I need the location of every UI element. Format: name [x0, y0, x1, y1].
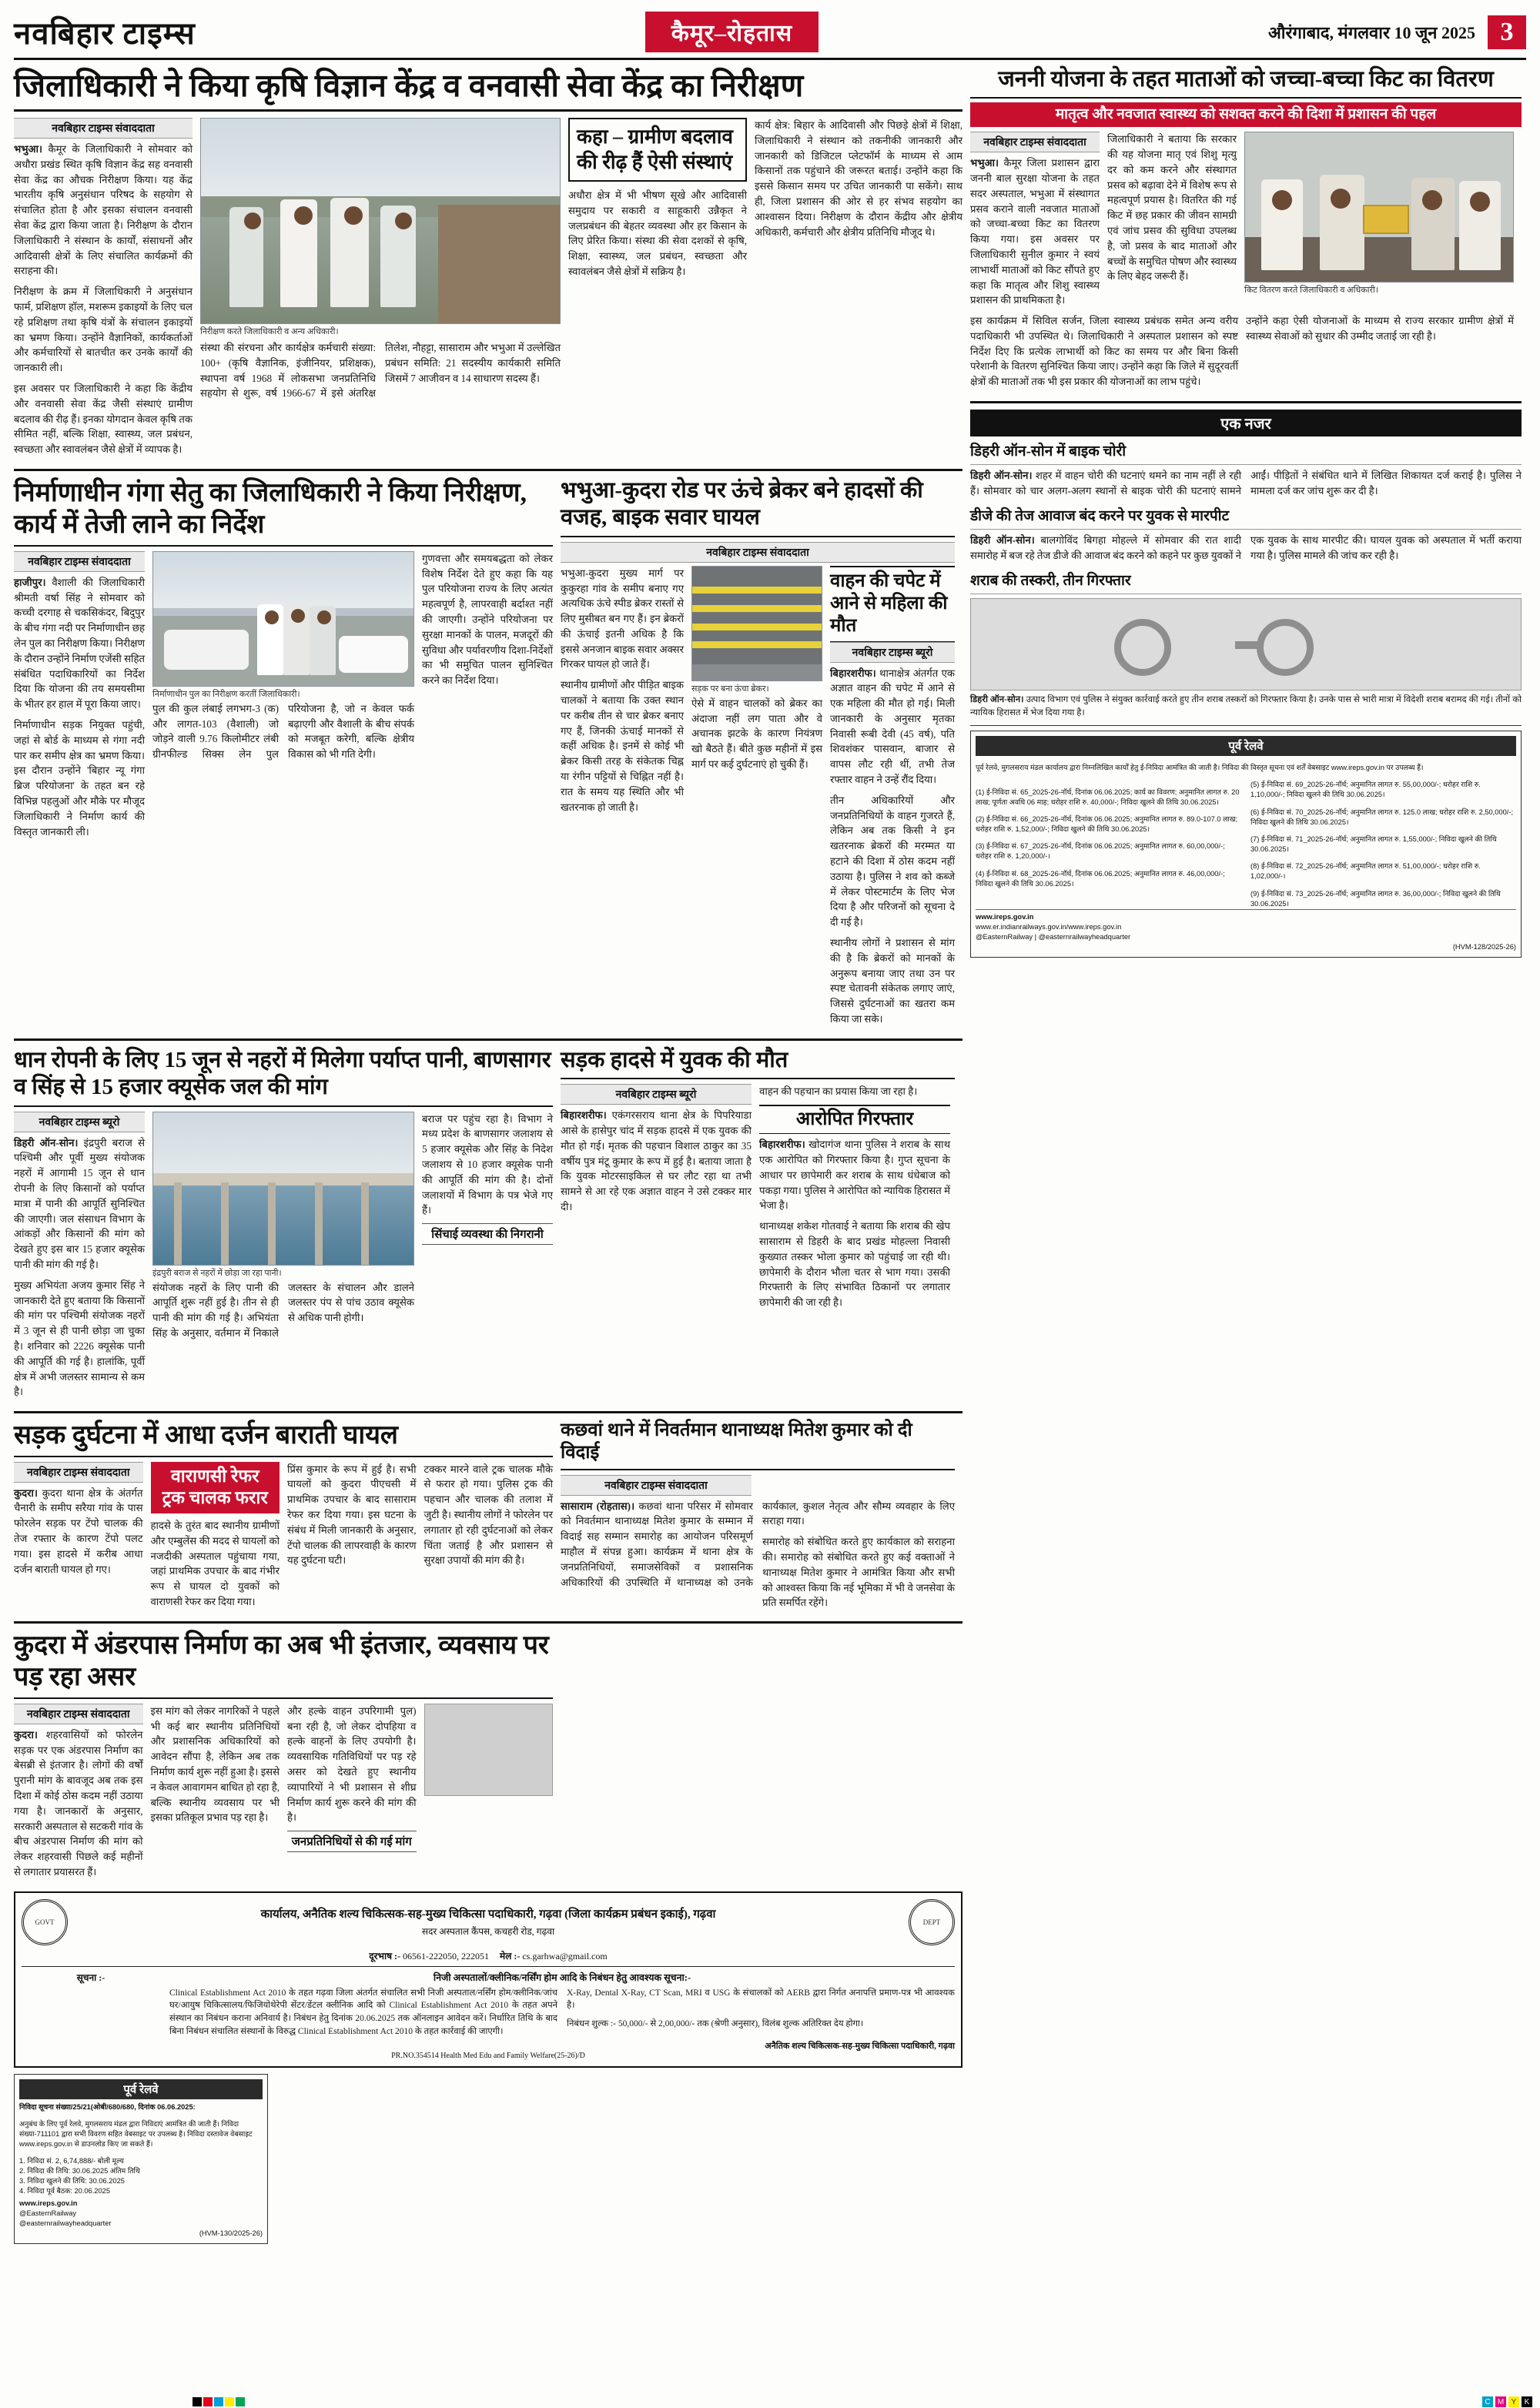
- story4-text-2: तीन अधिकारियों और जनप्रतिनिधियों के वाहन गुजरते हैं, लेकिन अब तक किसी ने इन खतरनाक ब्रेकरों की मरम्मत या हटाने की दिशा में ठोस कदम नहीं उठाया है। पुलिस ने शव को कब्जे में लेकर पोस्टमार्टम के लिए भेज दिया है और परिजनों को सूचना दे दी गई है।: [830, 794, 955, 928]
- lead-text-1: कैमूर के जिलाधिकारी ने सोमवार को अधौरा प्रखंड स्थित कृषि विज्ञान केंद्र सह वनवासी सेवा केंद्र का औचक निरीक्षण किया। यह केंद्र भारतीय कृषि अनुसंधान परिषद के सहयोग से संचालित होता है और इसका संचालन वनवासी सेवा केंद्र द्वारा किया जाता है। निरीक्षण के दौरान जिलाधिकारी ने संस्थान के कार्यों, संसाधनों और आदिवासी क्षेत्रों के लिए संचालित कार्यक्रमों की सराहना की।: [14, 143, 192, 277]
- nazar-item-2-text: उत्पाद विभाग एवं पुलिस ने संयुक्त कार्रवाई करते हुए तीन शराब तस्करों को गिरफ्तार किया है। उनके पास से भारी मात्रा में विदेशी शराब बरामद की गई। तीनों को न्यायिक हिरासत में भेज दिया गया है।: [970, 695, 1522, 717]
- health-ad-notice-label: सूचना :-: [76, 1972, 105, 1983]
- ek-nazar-section: [970, 410, 1522, 720]
- color-swatches: [192, 2397, 245, 2406]
- story2-byline: नवबिहार टाइम्स संवाददाता: [14, 551, 145, 572]
- health-ad-email-label: मेल :-: [500, 1950, 521, 1962]
- railway-ad-left-body: अनुबंध के लिए पूर्व रेलवे, मुगलसराय मंडल द्वारा निविदाएं आमंत्रित की जाती हैं। निविदा संख्या-711101 द्वारा सभी विवरण सहित वेबसाइट पर उपलब्ध है। निविदा दस्तावेज वेबसाइट www.ireps.gov.in से डाउनलोड किए जा सकते हैं।: [19, 2119, 253, 2148]
- story2-photo: [152, 551, 414, 687]
- story2-text-3: पुल की कुल लंबाई लगभग-3 (क) और लागत-103 (वैशाली) जो जोड़ने वाली 9.76 किलोमीटर लंबी ग्रीनफील्ड सिक्स लेन पुल परियोजना है, जो न केवल फर्क बढ़ाएगी और वैशाली के बीच संपर्क को मजबूत करेगी, बल्कि क्षेत्रीय विकास को भी गति देगी।: [152, 702, 414, 761]
- right-top-text-4: उन्होंने कहा ऐसी योजनाओं के माध्यम से राज्य सरकार ग्रामीण क्षेत्रों में स्वास्थ्य सेवाओं को सुधार की उम्मीद जताई जा रही है।: [1246, 315, 1514, 342]
- right-top-photo: [1244, 132, 1514, 283]
- story7-text-1: कुदरा थाना क्षेत्र के अंतर्गत चैनारी के समीप सरैया गांव के पास फोरलेन सड़क पर टेंपो चालक की तेज रफ्तार के कारण टेंपो पलट गया। इस हादसे में करीब आधा दर्जन बाराती घायल हो गए।: [14, 1487, 143, 1575]
- railway-ad-right-code: (HVM-128/2025-26): [1452, 942, 1516, 951]
- fifth-row: [14, 1630, 962, 1885]
- railway-ad-left-title: पूर्व रेलवे: [19, 2079, 263, 2099]
- story5-text-4: बराज पर पहुंच रहा है। विभाग ने मध्य प्रदेश के बाणसागर जलाशय से 5 हजार क्यूसेक और सिंह के निदेश जलाशय से 10 हजार क्यूसेक पानी की आपूर्ति की मांग की है। दोनों जलाशयों में विभाग के पत्र भेजे गए हैं।: [422, 1112, 553, 1216]
- story7-text-3: प्रिंस कुमार के रूप में हुई है। सभी घायलों को कुदरा पीएचसी में प्राथमिक उपचार के बाद सासाराम रेफर कर दिया गया। इस घटना के संबंध में मिली जानकारी के अनुसार, टेंपो चालक की लापरवाही के कारण यह दुर्घटना घटी।: [287, 1463, 417, 1567]
- railway-ad-right-item-5: (6) ई-निविदा सं. 70_2025-26-नॉर्थ; अनुमानित लागत रु. 125.0 लाख; धरोहर राशि रु. 2,50,000/-; निविदा खुलने की तिथि 30.06.2025।: [1250, 808, 1514, 826]
- story5-byline: नवबिहार टाइम्स ब्यूरो: [14, 1112, 145, 1132]
- lead-text-5: कार्य क्षेत्र: बिहार के आदिवासी और पिछड़े क्षेत्रों में शिक्षा, जिलाधिकारी ने संस्थान को तकनीकी जानकारी और जानकारी को डिजिटल प्लेटफॉर्म के माध्यम से आम किसानों तक पहुंचाने की जरूरत बताई। उन्होंने कहा कि इससे किसान समय पर उचित जानकारी पा सकेंगे। साथ ही, जिला प्रशासन की ओर से हर संभव सहयोग का आश्वासन दिया। निरीक्षण के दौरान केंद्रीय और क्षेत्रीय अधिकारी, कर्मचारी और क्षेत्रीय प्रतिनिधि मौजूद थे।: [755, 119, 962, 238]
- story9-text-2: समारोह को संबोधित करते हुए कार्यकाल को सराहना की। समारोह को संबोधित करते हुए कई वक्ताओं ने थानाध्यक्ष मितेश कुमार ने आमंत्रित किया और सभी को आश्वस्त किया कि नई भूमिका में भी वे जनसेवा के प्रति समर्पित रहेंगे।: [762, 1536, 955, 1609]
- nazar-item-0-headline: डिहरी ऑन-सोन में बाइक चोरी: [970, 436, 1522, 465]
- lead-text-3: इस अवसर पर जिलाधिकारी ने कहा कि केंद्रीय और वनवासी सेवा केंद्र जैसी संस्थाएं ग्रामीण बदलाव की रीढ़ हैं। इनका योगदान केवल कृषि तक सीमित नहीं, बल्कि शिक्षा, स्वास्थ्य, जल प्रबंधन, स्वच्छता और स्वावलंबन जैसे क्षेत्रों में व्यापक है।: [14, 382, 192, 456]
- fourth-row: [14, 1420, 962, 1615]
- story5-subhead: सिंचाई व्यवस्था की निगरानी: [422, 1223, 553, 1245]
- health-ad-subnote: X-Ray, Dental X-Ray, CT Scan, MRI व USG के संचालकों को AERB द्वारा निर्गत अनापत्ति प्रमाण-पत्र भी आवश्यक है।: [567, 1988, 955, 2011]
- health-ad-contact-label: दूरभाष :-: [369, 1950, 401, 1962]
- masthead-right: [1268, 15, 1526, 49]
- lead-story: [14, 66, 962, 463]
- railway-ad-right-handle2[interactable]: @EasternRailway | @easternrailwayheadquarter: [976, 932, 1131, 941]
- story2-text-2: निर्माणाधीन सड़क नियुक्त पहुंची, जहां से बोर्ड के माध्यम से गंगा नदी पार कर समीप क्षेत्र का भ्रमण किया। इस दौरान उन्होंने 'बिहार न्यू गंगा ब्रिज परियोजना' के तहत बन रहे विभिन्न पहलुओं और मौके पर मौजूद जिलाधिकारी ने निर्माण कार्य की विस्तृत जानकारी ली।: [14, 719, 145, 838]
- railway-ad-right-item-8: (9) ई-निविदा सं. 73_2025-26-नॉर्थ; अनुमानित लागत रु. 36,00,000/-; निविदा खुलने की तिथि 30.06.2025।: [1250, 889, 1501, 908]
- story2-dateline: हाजीपुर।: [14, 576, 46, 588]
- story5-photo-caption: इंद्रपुरी बराज से नहरों में छोड़ा जा रहा पानी।: [152, 1268, 282, 1278]
- story8-dateline: कुदरा।: [14, 1728, 38, 1741]
- right-top-text-3: इस कार्यक्रम में सिविल सर्जन, जिला स्वास्थ्य प्रबंधक समेत अन्य वरीय पदाधिकारी भी उपस्थित थे। जिलाधिकारी ने अस्पताल प्रशासन को स्पष्ट निर्देश दिए कि प्रत्येक लाभार्थी को किट का समय पर और बिना किसी परेशानी के वितरण सुनिश्चित किया जाए। उन्होंने कहा कि जिले में सुदूरवर्ती क्षेत्रों की माताओं तक भी इस प्रकार की योजनाओं का लाभ पहुंचे।: [970, 315, 1238, 388]
- story6-sub-headline: आरोपित गिरफ्तार: [759, 1105, 950, 1134]
- right-top-photo-caption: किट वितरण करते जिलाधिकारी व अधिकारी।: [1244, 286, 1379, 296]
- lead-byline: नवबिहार टाइम्स संवाददाता: [14, 118, 192, 139]
- story4-text-3: स्थानीय लोगों ने प्रशासन से मांग की है कि ब्रेकरों को मानकों के अनुरूप बनाया जाए तथा उन पर स्पष्ट चेतावनी संकेतक लगाए जाएं, जिससे दुर्घटनाओं का खतरा कम किया जा सके।: [830, 937, 955, 1025]
- story-underpass: [14, 1630, 553, 1885]
- lead-photo: [200, 118, 561, 324]
- nazar-item-0-dateline: डिहरी ऑन-सोन।: [970, 470, 1033, 482]
- nazar-item-1-headline: डीजे की तेज आवाज बंद करने पर युवक से मारपीट: [970, 501, 1522, 530]
- story9-byline: नवबिहार टाइम्स संवाददाता: [561, 1475, 752, 1496]
- lead-body-3: [755, 118, 962, 239]
- railway-ad-left-website[interactable]: www.ireps.gov.in: [19, 2199, 78, 2208]
- lead-mid-text: अधौरा क्षेत्र में भी भीषण सूखे और आदिवासी समुदाय पर सकारी व साहूकारी उन्नैकृत ने जलप्रबंधन की बेहतर व्यवस्था और हर किसान के लिए प्रेरित किया। संस्था की सेवा दशकों से कृषि, शिक्षा, स्वास्थ्य, जल प्रबंधन, स्वच्छता और स्वावलंबन जैसे क्षेत्रों में सक्रिय है।: [568, 189, 747, 277]
- right-top-text-2: जिलाधिकारी ने बताया कि सरकार की यह योजना मातृ एवं शिशु मृत्यु दर को कम करने और संस्थागत प्रसव को बढ़ावा देने में विशेष रूप से महत्वपूर्ण प्रयास है। वितरित की गई किट में छह प्रकार की जीवन सामग्री एवं जांच प्रसव की सुविधा उपलब्ध है, जो प्रसव के बाद माताओं और बच्चों के समुचित पोषण और स्वास्थ्य के लिए बेहद जरूरी हैं।: [1107, 133, 1237, 283]
- masthead: [14, 11, 1526, 60]
- railway-ad-left-line-1: 2. निविदा की तिथि: 30.06.2025 अंतिम तिथि: [19, 2167, 140, 2176]
- story5-headline: धान रोपनी के लिए 15 जून से नहरों में मिलेगा पर्याप्त पानी, बाणसागर व सिंह से 15 हजार क्यूसेक जल की मांग: [14, 1047, 553, 1107]
- story3-text-1: भभुआ-कुदरा मुख्य मार्ग पर कुकुरहा गांव के समीप बनाए गए अत्यधिक ऊंचे स्पीड ब्रेकर रास्तों से लिए मुसीबत बन गए हैं। इन ब्रेकरों की ऊंचाई इतनी अधिक है कि इससे अनजान बाइक सवार अक्सर गिरकर घायल हो जाते हैं।: [561, 567, 684, 671]
- story-janani-yojana: [970, 66, 1522, 395]
- railway-ad-right-item-2: (3) ई-निविदा सं. 67_2025-26-नॉर्थ, दिनांक 06.06.2025; अनुमानित लागत रु. 60,00,000/-; धरोहर राशि रु. 1,20,000/-।: [976, 842, 1225, 861]
- story7-redbar: वाराणसी रेफर ट्रक चालक फरार: [151, 1462, 280, 1514]
- lead-text-4: संस्था की संरचना और कार्यक्षेत्र कर्मचारी संख्या: 100+ (कृषि वैज्ञानिक, इंजीनियर, प्रशिक्षक), स्थापना वर्ष 1968 में लोकसभा जनप्रतिनिधि सहयोग से शुरू, वर्ष 1966-67 में इसे अंतरिक्ष तिलेश, नौहट्टा, सासाराम और भभुआ में उल्लेखित प्रबंधन समिति: 21 सदस्यीय कार्यकारी समिति जिसमें 7 आजीवन व 14 साधारण सदस्य हैं।: [200, 342, 561, 400]
- right-top-headline: जननी योजना के तहत माताओं को जच्चा-बच्चा किट का वितरण: [970, 66, 1522, 99]
- railway-ad-left-handle[interactable]: @EasternRailway: [19, 2209, 77, 2218]
- story9-dateline: सासाराम (रोहतास)।: [561, 1500, 635, 1512]
- story4-headline: वाहन की चपेट में आने से महिला की मौत: [830, 566, 955, 642]
- lead-body-2: [200, 340, 561, 401]
- story7-byline: नवबिहार टाइम्स संवाददाता: [14, 1462, 143, 1483]
- railway-ad-right-item-0: (1) ई-निविदा सं. 65_2025-26-नॉर्थ, दिनांक 06.06.2025; कार्य का विवरण; अनुमानित लागत रु. 20 लाख; पूर्णता अवधि 06 माह; धरोहर राशि रु. 40,000/-; निविदा खुलने की तिथि 30.06.2025।: [976, 788, 1240, 806]
- story2-photo-caption: निर्माणाधीन पुल का निरीक्षण करतीं जिलाधिकारी।: [152, 689, 300, 699]
- railway-ad-right-item-6: (7) ई-निविदा सं. 71_2025-26-नॉर्थ; अनुमानित लागत रु. 1,55,000/-; निविदा खुलने की तिथि 30.06.2025।: [1250, 834, 1497, 853]
- railway-ad-left-code: (HVM-130/2025-26): [199, 2229, 263, 2238]
- health-ad-email: cs.garhwa@gmail.com: [522, 1950, 608, 1962]
- railway-ad-right-item-1: (2) ई-निविदा सं. 66_2025-26-नॉर्थ, दिनांक 06.06.2025; अनुमानित लागत रु. 89.0-107.0 लाख; धरोहर राशि रु. 1,52,000/-; निविदा खुलने की तिथि 30.06.2025।: [976, 814, 1238, 833]
- health-ad-fee-note: निबंधन शुल्क :- 50,000/- से 2,00,000/- तक (श्रेणी अनुसार), विलंब शुल्क अतिरिक्त देय होगा।: [567, 2019, 864, 2029]
- page-content: [14, 66, 1526, 2244]
- handcuff-photo: [970, 598, 1522, 691]
- right-top-dateline: भभुआ।: [970, 157, 999, 169]
- railway-ad-left-line-3: 4. निविदा पूर्व बैठक: 20.06.2025: [19, 2187, 110, 2196]
- cmyk-marks: C M Y K: [1482, 2396, 1532, 2407]
- health-ad-signature: अनैतिक शल्य चिकित्सक-सह-मुख्य चिकित्सा पदाधिकारी, गढ़वा: [765, 2041, 955, 2051]
- story8-byline: नवबिहार टाइम्स संवाददाता: [14, 1704, 143, 1724]
- story5-dateline: डिहरी ऑन-सोन।: [14, 1136, 79, 1149]
- story-ganga-setu: [14, 477, 553, 1032]
- lead-body-1: [14, 142, 192, 457]
- story7-text-2: हादसे के तुरंत बाद स्थानीय ग्रामीणों और एम्बुलेंस की मदद से घायलों को नजदीकी अस्पताल पहुंचाया गया, जहां प्राथमिक उपचार के बाद गंभीर रूप से घायल दो युवकों को वाराणसी रेफर कर दिया गया।: [150, 1520, 280, 1608]
- story8-filler-image: [424, 1704, 554, 1796]
- railway-ad-right-item-3: (4) ई-निविदा सं. 68_2025-26-नॉर्थ, दिनांक 06.06.2025; अनुमानित लागत रु. 46,00,000/-; निविदा खुलने की तिथि 30.06.2025।: [976, 869, 1225, 888]
- railway-ad-left: [14, 2074, 268, 2245]
- nazar-item-0-text: शहर में वाहन चोरी की घटनाएं थमने का नाम नहीं ले रही हैं। सोमवार को चार अलग-अलग स्थानों से बाइक चोरी की घटनाएं सामने आईं। पीड़ितों ने संबंधित थाने में लिखित शिकायत दर्ज कराई है। पुलिस ने मामला दर्ज कर जांच शुरू कर दी है।: [970, 470, 1522, 497]
- story-breaker: [561, 477, 955, 1032]
- railway-ad-right-website[interactable]: www.ireps.gov.in: [976, 912, 1034, 921]
- railway-ad-left-line-0: 1. निविदा सं. 2, 6,74,888/- बोली मूल्य: [19, 2157, 124, 2166]
- lead-dateline-word: भभुआ।: [14, 143, 43, 156]
- lead-callout: कहा – ग्रामीण बदलाव की रीढ़ हैं ऐसी संस्थाएं: [568, 118, 747, 182]
- story-road-death: [561, 1047, 955, 1405]
- main-column: [14, 66, 962, 2244]
- story7-headline: सड़क दुर्घटना में आधा दर्जन बाराती घायल: [14, 1420, 553, 1457]
- nazar-item-2-dateline: डिहरी ऑन-सोन।: [970, 695, 1024, 705]
- story6-text-2: वाहन की पहचान का प्रयास किया जा रहा है।: [759, 1085, 918, 1098]
- nazar-item-1-text: बालगोविंद बिगहा मोहल्ले में सोमवार की रात शादी समारोह में बज रहे तेज डीजे की आवाज बंद करने को कहने पर कुछ युवकों ने एक युवक के साथ मारपीट की। घायल युवक को अस्पताल में भर्ती कराया गया है। पुलिस मामले की जांच कर रही है।: [970, 534, 1522, 561]
- lead-text-2: निरीक्षण के क्रम में जिलाधिकारी ने अनुसंधान फार्म, प्रशिक्षण हॉल, मशरूम इकाइयों के लिए चल रहे प्रशिक्षण तथा कृषि यंत्रों के संचालन इकाइयों का भ्रमण किया। उन्होंने वैज्ञानिकों, कार्यकर्ताओं और कर्मचारियों से बातचीत कर उनके कार्यों की जानकारी ली।: [14, 286, 192, 374]
- story5-photo: [152, 1112, 414, 1266]
- story8-text-1: शहरवासियों को फोरलेन सड़क पर एक अंडरपास निर्माण का बेसब्री से इंतजार है। लोगों की वर्षों पुरानी मांग के बावजूद अब तक इस दिशा में कोई ठोस कदम नहीं उठाया गया है। जानकारों के अनुसार, सरकारी अस्पताल से सटकरी गांव के बीच अंडरपास निर्माण की मांग को लेकर शहरवासी पिछले कई महीनों से लगातार प्रयासरत हैं।: [14, 1728, 143, 1878]
- govt-seal-right-icon: DEPT: [909, 1899, 955, 1945]
- story6-sub-dateline: बिहारशरीफ।: [759, 1139, 805, 1151]
- story3-text-2: स्थानीय ग्रामीणों और पीड़ित बाइक चालकों ने बताया कि उक्त स्थान पर करीब तीन से चार ब्रेकर बनाए गए हैं, जिनकी ऊंचाई मानकों से कहीं अधिक है। इनमें से कोई भी ब्रेकर किसी तरह के संकेतक चिह्न या रंगीन पट्टियों से चिह्नित नहीं है। रात के समय यह स्थिति और भी खतरनाक हो जाती है।: [561, 679, 684, 813]
- railway-ad-right-intro: पूर्व रेलवे, मुगलसराय मंडल कार्यालय द्वारा निम्नलिखित कार्यों हेतु ई-निविदा आमंत्रित की जाती है। निविदा की विस्तृत सूचना एवं शर्तें वेबसाइट www.ireps.gov.in पर उपलब्ध हैं।: [976, 763, 1424, 771]
- story6-sub-text: खोदागंज थाना पुलिस ने शराब के साथ एक आरोपित को गिरफ्तार किया है। गुप्त सूचना के आधार पर छापेमारी कर शराब के साथ धंधेबाज को पकड़ा गया। पुलिस ने आरोपित को न्यायिक हिरासत में भेजा है।: [759, 1139, 950, 1212]
- railway-ad-right-title: पूर्व रेलवे: [976, 736, 1516, 756]
- railway-ad-right-handle[interactable]: www.er.indianrailways.gov.in/www.ireps.gov.in: [976, 922, 1122, 931]
- page-number: 3: [1488, 15, 1526, 49]
- nazar-item-2-headline: शराब की तस्करी, तीन गिरफ्तार: [970, 566, 1522, 594]
- ek-nazar-title: एक नजर: [970, 410, 1522, 436]
- region-tag: कैमूर–रोहतास: [645, 12, 819, 52]
- right-column: [970, 66, 1522, 2244]
- health-ad-subtitle: सदर अस्पताल कैंपस, कचहरी रोड, गढ़वा: [421, 1925, 555, 1937]
- railway-ad-left-ref: निविदा सूचना संख्या/25/21(ओबी/680/680, दिनांक 06.06.2025:: [19, 2102, 196, 2111]
- story2-text-4: गुणवत्ता और समयबद्धता को लेकर विशेष निर्देश देते हुए कहा कि यह पुल परियोजना राज्य के लिए अत्यंत महत्वपूर्ण है, लापरवाही बर्दाश्त नहीं की जाएगी। उन्होंने परियोजना पर सुरक्षा मानकों के पालन, मजदूरों की सुविधा और पर्यावरणीय दिशा-निर्देशों का भी समुचित पालन सुनिश्चित करने का निर्देश दिया।: [422, 552, 553, 687]
- health-ad-pr-number: PR.NO.354514 Health Med Edu and Family Welfare(25-26)/D: [391, 2051, 585, 2060]
- nazar-item-1-dateline: डिहरी ऑन-सोन।: [970, 534, 1035, 547]
- story2-text-1: वैशाली की जिलाधिकारी श्रीमती वर्षा सिंह ने सोमवार को कच्ची दरगाह से चकसिकंदर, बिदुपुर के बीच गंगा नदी पर निर्माणाधीन छह लेन पुल का निरीक्षण किया। निरीक्षण के दौरान उन्होंने निर्माण एजेंसी सहित संबंधित पदाधिकारियों का निर्देश दिया कि योजना की तय समयसीमा के भीतर हर हाल में पूरा किया जाए।: [14, 576, 145, 711]
- story5-text-3: संयोजक नहरों के लिए पानी की आपूर्ति शुरू नहीं हुई है। तीन से ही पानी की मांग की गई है। अभियंता सिंह के अनुसार, वर्तमान में निकाले जलस्तर के संचालन और डालने जलस्तर पंप से पांच उठाव क्यूसेक से अधिक पानी होगी।: [152, 1281, 414, 1339]
- lead-photo-caption: निरीक्षण करते जिलाधिकारी व अन्य अधिकारी।: [200, 327, 339, 337]
- story8-text-3: और हल्के वाहन उपरिगामी पुल) बना रही है, जो लेकर दोपहिया व हल्के वाहनों के लिए उपयोगी है। व्यवसायिक गतिविधियों पर पड़ रहे असर को देखते हुए स्थानीय व्यापारियों ने भी प्रशासन से शीघ्र निर्माण कार्य शुरू करने की मांग की है।: [287, 1704, 417, 1824]
- second-row: [14, 477, 962, 1032]
- story9-headline: कछवां थाने में निवर्तमान थानाध्यक्ष मितेश कुमार को दी विदाई: [561, 1420, 955, 1470]
- story4-dateline: बिहारशरीफ।: [830, 667, 876, 679]
- right-top-text-1: कैमूर जिला प्रशासन द्वारा जननी बाल सुरक्षा योजना के तहत सदर अस्पताल, भभुआ में संस्थागत प्रसव कराने वाली नवजात माताओं को जच्चा-बच्चा किट का वितरण किया गया। इस अवसर पर जिलाधिकारी सुनील कुमार ने स्वयं लाभार्थी माताओं को किट सौंपते हुए कहा कि मातृत्व और शिशु स्वास्थ्य प्रशासन की प्राथमिकता है।: [970, 157, 1100, 306]
- railway-ad-left-handle2[interactable]: @easternrailwayheadquarter: [19, 2219, 112, 2228]
- story3-headline: भभुआ-कुदरा रोड पर ऊंचे ब्रेकर बने हादसों की वजह, बाइक सवार घायल: [561, 477, 955, 537]
- third-row: [14, 1047, 962, 1405]
- story7-dateline: कुदरा।: [14, 1487, 38, 1499]
- story6-text-1: एकंगरसराय थाना क्षेत्र के पिपरियाडा आसे के हासेपुर चांद में सड़क हादसे में एक युवक की मौत हो गई। मृतक की पहचान विशाल ठाकुर का 35 वर्षीय पुत्र मंटू कुमार के रूप में हुई है। बताया जाता है कि युवक मोटरसाइकिल से घर लौट रहा था तभी सामने से आ रहे एक अज्ञात वाहन ने उसे टक्कर मार दी।: [561, 1109, 752, 1212]
- lead-headline: जिलाधिकारी ने किया कृषि विज्ञान केंद्र व वनवासी सेवा केंद्र का निरीक्षण: [14, 66, 962, 112]
- story5-text-2: मुख्य अभियंता अजय कुमार सिंह ने जानकारी देते हुए बताया कि किसानों की मांग पर पश्चिमी संयोजक नहरों में 3 जून से ही पानी छोड़ा जा चुका है। शनिवार को 2226 क्यूसेक पानी की आपूर्ति की गई है। हालांकि, पूर्वी क्षेत्र में अभी जलस्तर सामान्य से कम है।: [14, 1279, 145, 1398]
- story9-text-1: कछवां थाना परिसर में सोमवार को निवर्तमान थानाध्यक्ष मितेश कुमार के सम्मान में विदाई सह सम्मान समारोह का आयोजन परिसमूर्ण माहौल में संपन्न हुआ। कार्यक्रम में थाना क्षेत्र के जनप्रतिनिधियों, समाजसेविकों व प्रशासनिक अधिकारियों की उपस्थिति में थानाध्यक्ष को उनके कार्यकाल, कुशल नेतृत्व और सौम्य व्यवहार के लिए सराहा गया।: [561, 1500, 955, 1588]
- railway-ad-right-item-4: (5) ई-निविदा सं. 69_2025-26-नॉर्थ; अनुमानित लागत रु. 55,00,000/-; धरोहर राशि रु. 1,10,000/-; निविदा खुलने की तिथि 30.06.2025।: [1250, 781, 1481, 799]
- health-department-ad: [14, 1891, 962, 2068]
- railway-ad-left-line-2: 3. निविदा खुलने की तिथि: 30.06.2025: [19, 2177, 125, 2186]
- dateline: औरंगाबाद, मंगलवार 10 जून 2025: [1268, 22, 1475, 42]
- story-barati: [14, 1420, 553, 1615]
- story6-text-3: थानाध्यक्ष शकेश गोतवाई ने बताया कि शराब की खेप सासाराम से डिहरी के बाद प्रखंड मोहल्ला निवासी कुख्यात तस्कर भोला कुमार को पहुंचाई जा रही थी। छापेमारी के दौरान भौला चतर से भाग गया। उसकी गिरफ्तारी के लिए संभावित ठिकानों पर लगातार छापेमारी की जा रही है।: [759, 1220, 950, 1309]
- health-ad-notice-title: निजी अस्पतालों/क्लीनिक/नर्सिंग होम आदि के निबंधन हेतु आवश्यक सूचना:-: [433, 1972, 691, 1983]
- story3-text-3: ऐसे में वाहन चालकों को ब्रेकर का अंदाजा नहीं लग पाता और वे अचानक झटके के कारण नियंत्रण खो बैठते हैं। बीते कुछ महीनों में इस मार्ग पर कई दुर्घटनाएं हो चुकी हैं।: [691, 697, 822, 770]
- story6-byline: नवबिहार टाइम्स ब्यूरो: [561, 1084, 752, 1105]
- health-ad-contact: 06561-222050, 222051: [403, 1950, 490, 1962]
- story7-text-4: टक्कर मारने वाले ट्रक चालक मौके से फरार हो गया। पुलिस ट्रक की पहचान और चालक की तलाश में जुटी है। स्थानीय लोगों ने फोरलेन पर लगातार हो रही दुर्घटनाओं को लेकर चिंता जताई है और प्रशासन से सुरक्षा उपायों की मांग की है।: [424, 1463, 553, 1567]
- railway-ad-right-item-7: (8) ई-निविदा सं. 72_2025-26-नॉर्थ; अनुमानित लागत रु. 51,00,000/-; धरोहर राशि रु. 1,02,000/-।: [1250, 862, 1481, 881]
- story8-headline: कुदरा में अंडरपास निर्माण का अब भी इंतजार, व्यवसाय पर पड़ रहा असर: [14, 1630, 553, 1699]
- story-kachhwan: [561, 1420, 955, 1615]
- story3-byline: नवबिहार टाइम्स संवाददाता: [561, 542, 955, 563]
- railway-ad-right: [970, 731, 1522, 958]
- story3-photo: [691, 566, 822, 681]
- story2-headline: निर्माणाधीन गंगा सेतु का जिलाधिकारी ने किया निरीक्षण, कार्य में तेजी लाने का निर्देश: [14, 477, 553, 547]
- right-top-byline: नवबिहार टाइम्स संवाददाता: [970, 132, 1100, 152]
- govt-seal-left-icon: GOVT: [22, 1899, 68, 1945]
- right-top-redbar: मातृत्व और नवजात स्वास्थ्य को सशक्त करने की दिशा में प्रशासन की पहल: [970, 102, 1522, 127]
- health-ad-title: कार्यालय, अनैतिक शल्य चिकित्सक-सह-मुख्य चिकित्सा पदाधिकारी, गढ़वा (जिला कार्यक्रम प्रबंधन इकाई), गढ़वा: [260, 1908, 716, 1921]
- print-registration-bar: [0, 2396, 1540, 2408]
- story6-dateline: बिहारशरीफ।: [561, 1109, 607, 1122]
- story6-headline: सड़क हादसे में युवक की मौत: [561, 1047, 955, 1079]
- story4-byline: नवबिहार टाइम्स ब्यूरो: [830, 642, 955, 663]
- story8-text-2: इस मांग को लेकर नागरिकों ने पहले भी कई बार स्थानीय प्रतिनिधियों और प्रशासनिक अधिकारियों को आवेदन सौंपा है, लेकिन अब तक निर्माण कार्य शुरू नहीं हुआ है। इससे न केवल आवागमन बाधित हो रहा है, बल्कि स्थानीय व्यवसाय पर भी इसका प्रतिकूल प्रभाव पड़ रहा है।: [150, 1704, 280, 1824]
- story3-photo-caption: सड़क पर बना ऊंचा ब्रेकर।: [691, 684, 769, 694]
- newspaper-title: नवबिहार टाइम्स: [14, 16, 196, 51]
- health-ad-body: Clinical Establishment Act 2010 के तहत गढ़वा जिला अंतर्गत संचालित सभी निजी अस्पताल/नर्सिंग होम/क्लीनिक/जांच घर/आयुष चिकित्सालय/फिजियोथेरेपी सेंटर/डेंटल क्लीनिक आदि को Clinical Establishment Act 2010 के तहत अपने संस्थान का निबंधन कराना अनिवार्य है। निबंधन हेतु दिनांक 20.06.2025 तक ऑनलाइन आवेदन करें। निर्धारित तिथि के बाद बिना निबंधन संचालित संस्थानों के विरुद्ध Clinical Establishment Act 2010 के तहत कार्रवाई की जाएगी।: [169, 1988, 557, 2036]
- story5-text-1: इंद्रपुरी बराज से पश्चिमी और पूर्वी मुख्य संयोजक नहरों में आगामी 15 जून से धान रोपनी के लिए किसानों को पर्याप्त मात्रा में पानी की आपूर्ति सुनिश्चित की जाएगी। जल संसाधन विभाग के आंकड़ों और किसानों की मांग को देखते हुए इस बार 15 हजार क्यूसेक पानी की मांग की गई है।: [14, 1136, 145, 1270]
- story-irrigation: [14, 1047, 553, 1405]
- story8-subhead: जनप्रतिनिधियों से की गई मांग: [287, 1831, 417, 1852]
- story4-text-1: थानाक्षेत्र अंतर्गत एक अज्ञात वाहन की चपेट में आने से एक महिला की मौत हो गई। मिली जानकारी के अनुसार मृतका निवासी रूबी देवी (45 वर्ष), पति शिवशंकर पासवान, बाजार से वापस लौट रही थीं, तभी तेज रफ्तार वाहन ने उन्हें रौंद दिया।: [830, 667, 955, 786]
